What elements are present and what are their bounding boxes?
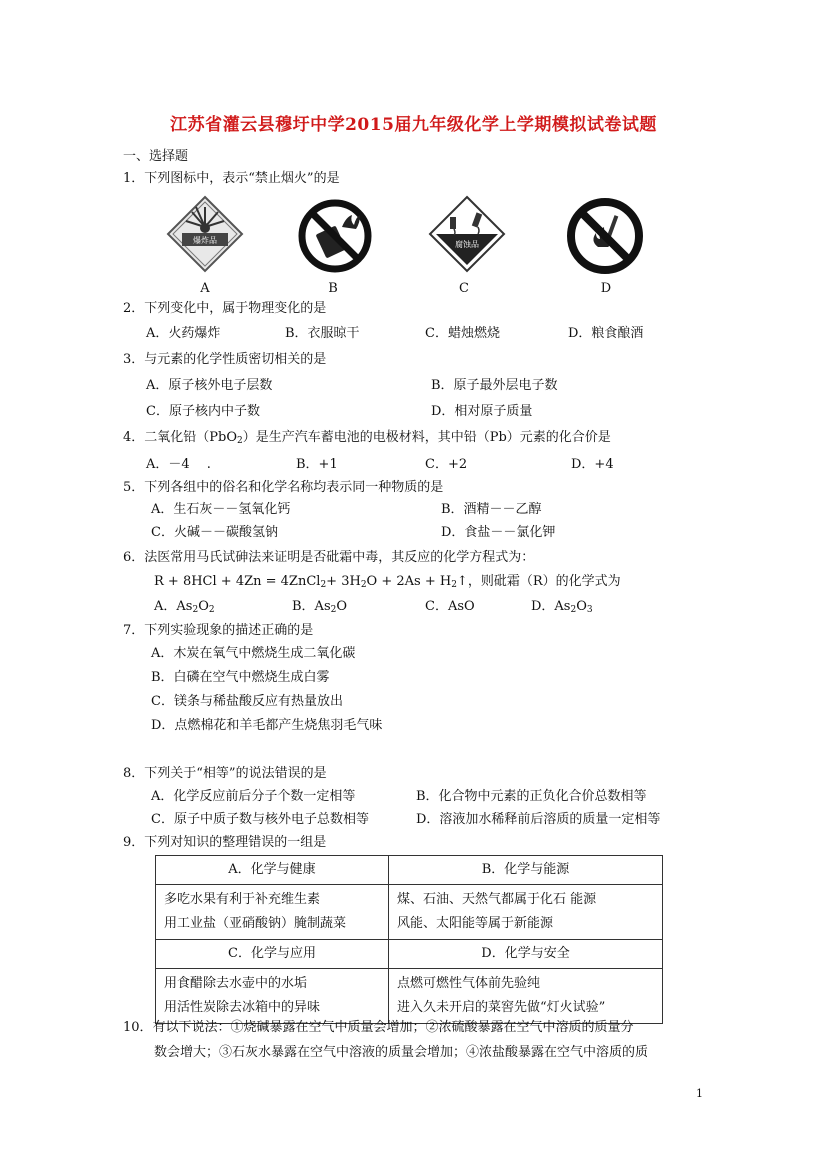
question-5-stem: 5．下列各组中的俗名和化学名称均表示同一种物质的是	[123, 480, 444, 495]
corrosive-hazard-icon	[428, 195, 506, 273]
q8-option-d: D．溶液加水稀释前后溶质的质量一定相等	[416, 812, 661, 827]
question-7-stem: 7．下列实验现象的描述正确的是	[123, 623, 314, 638]
table-header-c: C．化学与应用	[156, 940, 389, 969]
q2-option-c: C．蜡烛燃烧	[425, 326, 500, 341]
q4-option-b: B．+1	[296, 457, 338, 472]
question-2-stem: 2．下列变化中，属于物理变化的是	[123, 301, 327, 316]
page-number: 1	[696, 1087, 703, 1100]
question-4-stem: 4．二氧化铅（PbO$_2$）是生产汽车蓄电池的电极材料，其中铅（Pb）元素的化合价是	[123, 430, 611, 446]
q2-option-b: B．衣服晾干	[285, 326, 360, 341]
q6-option-b: B．$As_2O$	[292, 599, 348, 615]
page-title: 江苏省灌云县穆圩中学2015届九年级化学上学期模拟试卷试题	[170, 115, 657, 135]
no-open-flame-icon	[298, 199, 372, 273]
q3-option-d: D．相对原子质量	[431, 404, 533, 419]
table-cell-c: 用食醋除去水壶中的水垢 用活性炭除去冰箱中的异味	[156, 969, 389, 1024]
icon-caption-corrosive: 腐蚀品	[455, 240, 479, 249]
question-3-stem: 3．与元素的化学性质密切相关的是	[123, 352, 327, 367]
icon-label-b: B	[328, 281, 338, 296]
q7-option-a: A．木炭在氧气中燃烧生成二氧化碳	[151, 646, 356, 661]
question-10-line-1: 10．有以下说法：①烧碱暴露在空气中质量会增加；②浓硫酸暴露在空气中溶质的质量分	[123, 1020, 634, 1035]
question-1-stem: 1．下列图标中，表示“禁止烟火”的是	[123, 171, 340, 186]
q5-option-a: A．生石灰－－氢氧化钙	[151, 502, 291, 517]
q5-option-d: D．食盐－－氯化钾	[441, 525, 556, 540]
q8-option-b: B．化合物中元素的正负化合价总数相等	[416, 789, 647, 804]
question-10-line-2: 数会增大；③石灰水暴露在空气中溶液的质量会增加；④浓盐酸暴露在空气中溶质的质	[154, 1045, 649, 1060]
table-cell-b: 煤、石油、天然气都属于化石 能源 风能、太阳能等属于新能源	[389, 885, 663, 940]
q2-option-d: D．粮食酿酒	[568, 326, 644, 341]
table-header-d: D．化学与安全	[389, 940, 663, 969]
q5-option-b: B．酒精－－乙醇	[441, 502, 542, 517]
table-cell-d: 点燃可燃性气体前先验纯 进入久未开启的菜窖先做“灯火试验”	[389, 969, 663, 1024]
q7-option-d: D．点燃棉花和羊毛都产生烧焦羽毛气味	[151, 718, 383, 733]
question-9-stem: 9．下列对知识的整理错误的一组是	[123, 835, 327, 850]
knowledge-table	[155, 855, 663, 1024]
explosive-hazard-icon	[166, 195, 244, 273]
q7-option-b: B．白磷在空气中燃烧生成白雾	[151, 670, 330, 685]
table-header-b: B．化学与能源	[389, 856, 663, 885]
question-8-stem: 8．下列关于“相等”的说法错误的是	[123, 766, 327, 781]
icon-label-d: D	[600, 281, 612, 296]
q6-option-a: A．$As_2O_2$	[154, 599, 215, 615]
section-heading: 一、选择题	[123, 149, 189, 164]
question-6-stem: 6．法医常用马氏试砷法来证明是否砒霜中毒，其反应的化学方程式为：	[123, 550, 535, 565]
q6-equation: R + 8HCl + 4Zn = 4ZnCl$_2$+ $3H_2O + 2As$ + $H_2↑$，则砒霜（R）的化学式为	[154, 574, 621, 590]
q6-option-c: C．AsO	[425, 599, 475, 614]
q3-option-b: B．原子最外层电子数	[431, 378, 558, 393]
table-cell-a: 多吃水果有利于补充维生素 用工业盐（亚硝酸钠）腌制蔬菜	[156, 885, 389, 940]
q6-option-d: D．$As_2O_3$	[531, 599, 593, 615]
icon-caption-explosive: 爆炸品	[193, 236, 217, 245]
q4-option-c: C．+2	[425, 457, 468, 472]
q8-option-c: C．原子中质子数与核外电子总数相等	[151, 812, 369, 827]
q5-option-c: C．火碱－－碳酸氢钠	[151, 525, 278, 540]
q3-option-a: A．原子核外电子层数	[146, 378, 273, 393]
q7-option-c: C．镁条与稀盐酸反应有热量放出	[151, 694, 343, 709]
q3-option-c: C．原子核内中子数	[146, 404, 260, 419]
q4-option-a: A．－4 .	[146, 457, 211, 472]
icon-label-a: A	[200, 281, 210, 296]
q8-option-a: A．化学反应前后分子个数一定相等	[151, 789, 356, 804]
table-header-a: A．化学与健康	[156, 856, 389, 885]
no-smoking-icon	[566, 197, 644, 275]
q2-option-a: A．火药爆炸	[146, 326, 221, 341]
icon-label-c: C	[459, 281, 469, 296]
q4-option-d: D．+4	[571, 457, 614, 472]
